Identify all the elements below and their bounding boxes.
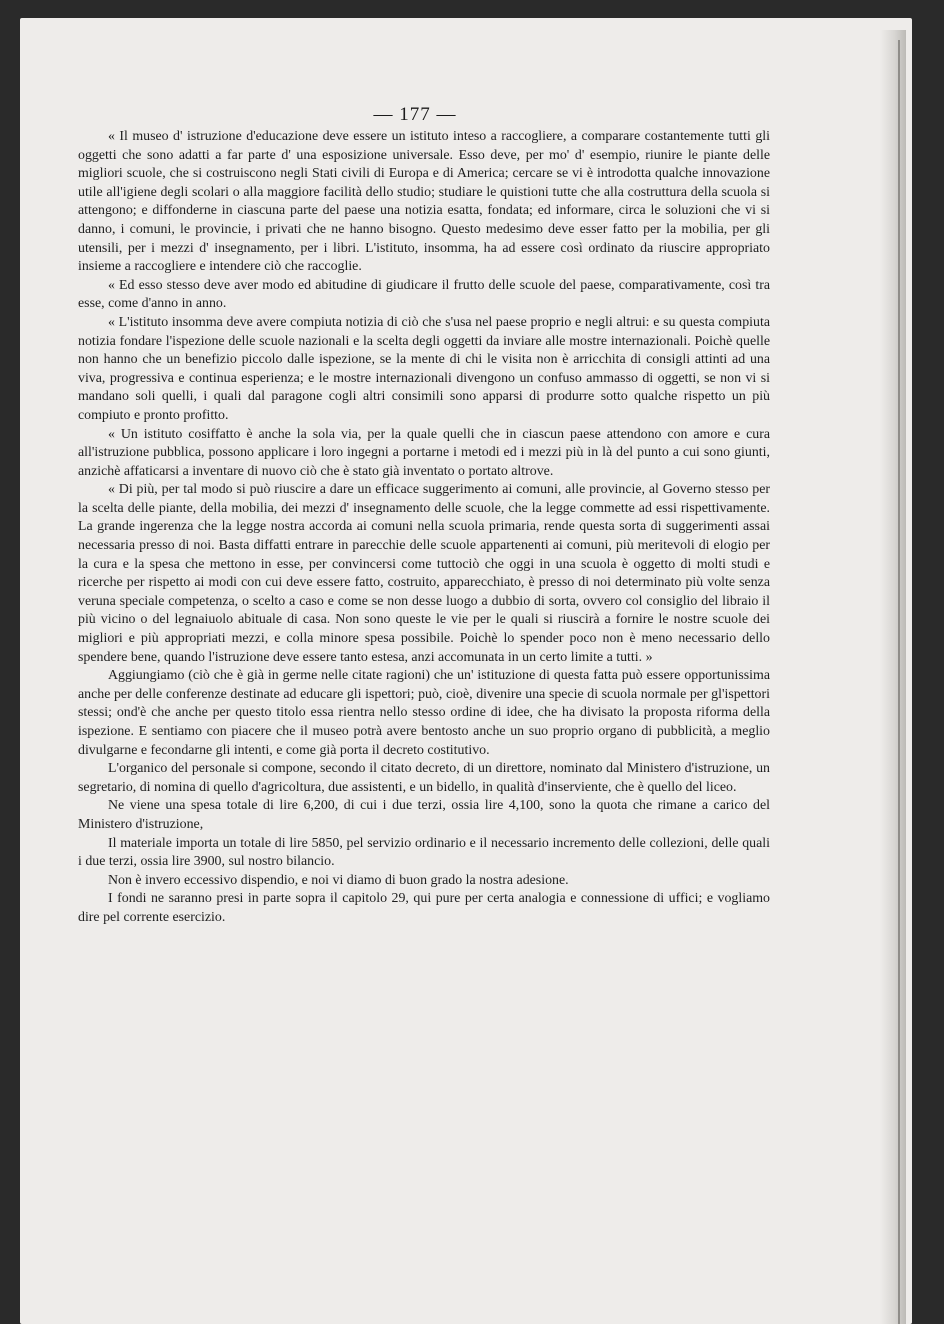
paragraph-aggiungiamo: Aggiungiamo (ciò che è già in germe nelle citate ragioni) che un' istituzione di questa fatta può essere opportunissima anche per delle conferenze destinate ad educare gli ispettori; può, cioè, divenire una specie di scuola normale per gl'ispettori stessi; ond'è che anche per questo titolo essa rientra nello stesso ordine di idee, che ha divisato la proposta riforma della ispezione. E sentiamo con piacere che il museo potrà avere bentosto anche un suo proprio organo di pubblicità, a meglio divulgarne e fecondarne gli intenti, e come già porta il decreto costitutivo. bbox=[78, 668, 770, 758]
paragraph-suggerimento: « Di più, per tal modo si può riuscire a dare un efficace suggerimento ai comuni, alle provincie, al Governo stesso per la scelta delle piante, della mobilia, dei mezzi d' insegnamento delle scuole, che la legge commette ad essi rispettivamente. La grande ingerenza che la legge nostra accorda ai comuni nella scuola primaria, rende questa sorta di suggerimenti assai necessaria presso di noi. Basta diffatti entrare in parecchie delle scuole appartenenti ai comuni, più meritevoli di elogio per la cura e la spesa che mettono in esse, per convincersi come tuttociò che oggi in una scuola è oggetto di molti studi e ricerche per rispetto ai modi con cui deve essere fatto, costruito, apparecchiato, è presso di noi determinato più volte senza veruna speciale competenza, o scelto a caso e come se non desse luogo a dubbio di sorta, ovvero col consiglio del libraio il più vicino o del legnaiuolo abituale di casa. Non sono queste le vie per le quali si riuscirà a fornire le nostre scuole dei migliori e più appropriati mezzi, e colla minore spesa possibile. Poichè lo spender poco non è meno necessario dello spendere bene, quando l'istruzione deve essere tanto estesa, anzi accomunata in un certo limite a tutti. » bbox=[78, 482, 770, 665]
paragraph-materiale: Il materiale importa un totale di lire 5850, pel servizio ordinario e il necessario incremento delle collezioni, delle quali i due terzi, ossia lire 3900, sul nostro bilancio. bbox=[78, 835, 770, 870]
page-gutter-shadow bbox=[880, 30, 906, 1324]
page-edge-line bbox=[898, 40, 900, 1324]
body-text bbox=[78, 128, 770, 928]
paragraph-museo-intro: « Il museo d' istruzione d'educazione deve essere un istituto inteso a raccogliere, a comparare costantemente tutti gli oggetti che sono adatti a far parte d' una esposizione universale. Esso deve, per mo' d' esempio, riunire le piante delle migliori scuole, che si costruiscono negli Stati civili di Europa e di America; cercare se vi è introdotta qualche innovazione utile all'igiene degli scolari o alla maggiore facilità dello studio; studiare le quistioni tutte che alla costruttura della scuola si attengono; e diffonderne in ciascuna parte del paese una notizia esatta, fondata; ed informare, circa le soluzioni che vi si danno, i comuni, le provincie, i privati che ne hanno bisogno. Questo medesimo deve esser fatto per la mobilia, per gli utensili, per i mezzi d' insegnamento, per i libri. L'istituto, insomma, ha ad essere così ordinato da riuscire appropriato insieme a raccogliere e intendere ciò che raccoglie. bbox=[78, 129, 770, 275]
paragraph-organico: L'organico del personale si compone, secondo il citato decreto, di un direttore, nominato dal Ministero d'istruzione, un segretario, di nomina di quello d'agricoltura, due assistenti, e un bidello, in qualità d'inserviente, che è quello del liceo. bbox=[78, 761, 770, 795]
page-number: — 177 — bbox=[373, 104, 457, 125]
paragraph-istituto-cosiffatto: « Un istituto cosiffatto è anche la sola via, per la quale quelli che in ciascun paese attendono con amore e cura all'istruzione pubblica, possono applicare i loro ingegni a portarne i metodi ed i mezzi più in là del punto a cui sono giunti, anzichè affaticarsi a inventare di nuovo ciò che è stato già inventato o portato altrove. bbox=[78, 426, 770, 479]
paragraph-giudicare: « Ed esso stesso deve aver modo ed abitudine di giudicare il frutto delle scuole del paese, comparativamente, così tra esse, come d'anno in anno. bbox=[78, 277, 770, 312]
paragraph-spesa: Ne viene una spesa totale di lire 6,200, di cui i due terzi, ossia lire 4,100, sono la quota che rimane a carico del Ministero d'istruzione, bbox=[78, 798, 770, 832]
paragraph-dispendio: Non è invero eccessivo dispendio, e noi vi diamo di buon grado la nostra adesione. bbox=[108, 872, 569, 888]
paragraph-istituto-notizia: « L'istituto insomma deve avere compiuta notizia di ciò che s'usa nel paese proprio e negli altrui: e su questa compiuta notizia fondare l'ispezione delle scuole nazionali e la scelta degli oggetti da inviare alle mostre internazionali. Poichè quelle non hanno che un benefizio piccolo dalle ispezione, se la mente di chi le visita non è arricchita di consigli attinti ad una viva, progressiva e continua esperienza; e le mostre internazionali divengono un confuso ammasso di oggetti, se non vi si mandano soli quelli, i quali dal paragone cogli altri consimili sono apparsi di produrre sotto qualche rispetto un più compiuto e pronto profitto. bbox=[78, 314, 770, 423]
paragraph-fondi: I fondi ne saranno presi in parte sopra il capitolo 29, qui pure per certa analogia e connessione di uffici; e vogliamo dire pel corrente esercizio. bbox=[78, 891, 770, 925]
